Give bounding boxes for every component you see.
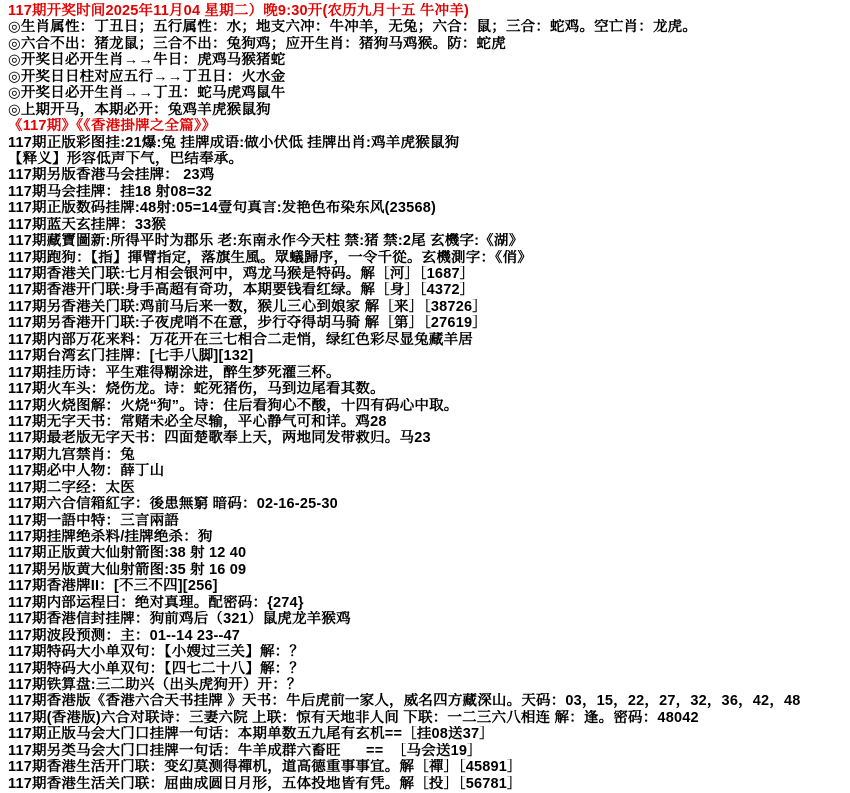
- text-line: 117期火车头：烧伤龙。诗：蛇死猪伤，马到边尾看其数。: [8, 381, 385, 398]
- text-line: 117期另版香港马会挂牌： 23鸡: [8, 167, 215, 184]
- text-line: 117期台湾玄门挂牌：[七手八脚][132]: [8, 348, 254, 365]
- text-line: 117期另香港关门联:鸡前马后来一数，猴儿三心到娘家 解［来］［38726］: [8, 298, 487, 315]
- text-line: 117期香港生活关门联：屈曲成圆日月形，五体投地皆有凭。解［投］［56781］: [8, 775, 522, 792]
- text-line: 117期内部运程曰：绝对真理。配密码：{274}: [8, 594, 304, 611]
- text-line: 117期正版马会大门口挂牌一句话：本期单数五九尾有玄机==［挂08送37］: [8, 726, 494, 743]
- text-line: 【释义】形容低声下气，巴结奉承。: [8, 150, 244, 167]
- text-line: ◎开奖日日柱对应五行→→丁丑日：火水金: [8, 68, 286, 85]
- text-line: 117期必中人物：薛丁山: [8, 463, 165, 480]
- text-line: 117期一語中特：三言兩語: [8, 512, 179, 529]
- draw-time-header: 117期开奖时间2025年11月04 星期二）晚9:30开(农历九月十五 牛冲羊): [8, 3, 470, 19]
- text-line: 117期特码大小单双句：【小嫂过三关】解：？: [8, 644, 305, 661]
- text-line: 117期跑狗：【指】揮臂指定，落旗生風。眾蟻歸序，一令千從。玄機測字：《俏》: [8, 249, 532, 266]
- text-line: 117期香港生活开门联：变幻莫测得禪机，道高德重事事宜。解［禪］［45891］: [8, 759, 522, 776]
- text-line: 117期正版数码挂牌:48射:05=14壹句真言:发艳色布染东风(23568): [8, 200, 437, 217]
- text-line: ◎开奖日必开生肖→→丁丑：蛇马虎鸡鼠牛: [8, 85, 286, 102]
- text-line: ◎上期开马，本期必开：兔鸡羊虎猴鼠狗: [8, 101, 271, 118]
- issue-title: 《117期》《《香港掛牌之全篇》》: [8, 118, 217, 135]
- text-line: 117期马会挂牌：挂18 射08=32: [8, 183, 213, 200]
- text-line: 117期挂历诗：平生难得糊涂进，醉生梦死灌三杯。: [8, 364, 341, 381]
- text-line: ◎六合不出：猪龙鼠；三合不出：兔狗鸡；应开生肖：猪狗马鸡猴。防：蛇虎: [8, 35, 506, 52]
- text-line: 117期蓝天玄挂牌：33猴: [8, 216, 167, 233]
- text-line: 117期火烧图解：火烧“狗”。诗：住后看狗心不酸，十四有码心中取。: [8, 397, 459, 414]
- text-line: 117期二字经：太医: [8, 479, 135, 496]
- text-line: 117期香港信封挂牌：狗前鸡后（321）鼠虎龙羊猴鸡: [8, 611, 351, 628]
- text-line: 117期最老版无字天书：四面楚歌奉上天，两地同发带救归。马23: [8, 430, 431, 447]
- text-line: 117期另类马会大门口挂牌一句话：牛羊成群六畜旺 == ［马会送19］: [8, 742, 482, 759]
- text-line: ◎生肖属性：丁丑日；五行属性：水；地支六冲：牛冲羊，无兔；六合：鼠；三合：蛇鸡。空亡肖：龙虎。: [8, 19, 698, 36]
- text-line: 117期内部万花来料：万花开在三七相合二走悄，绿红色彩尽显兔藏羊居: [8, 331, 473, 348]
- text-line: 117期九宫禁肖：兔: [8, 446, 135, 463]
- text-line: 117期香港关门联:七月相会银河中，鸡龙马猴是特码。解［河］［1687］: [8, 266, 475, 282]
- text-line: 117期香港牌II：[不三不四][256]: [8, 578, 218, 595]
- text-line: ◎开奖日必开生肖→→牛日：虎鸡马猴猪蛇: [8, 52, 286, 69]
- text-line: 117期香港版《香港六合天书挂牌 》天书：牛后虎前一家人，威名四方藏深山。天码：03，15，22，27，32，36，42，48: [8, 693, 801, 710]
- text-line: 117期另版黄大仙射箭图:35 射 16 09: [8, 561, 247, 578]
- text-line: 117期无字天书：常赌未必全尽输，平心静气可和详。鸡28: [8, 413, 387, 430]
- text-line: 117期正版彩图挂:21爆:兔 挂牌成语:做小伏低 挂牌出肖:鸡羊虎猴鼠狗: [8, 134, 460, 151]
- text-line: 117期正版黄大仙射箭图:38 射 12 40: [8, 545, 247, 562]
- text-line: 117期挂牌绝杀料/挂牌绝杀：狗: [8, 529, 213, 545]
- text-line: 117期特码大小单双句：【四七二十八】解：？: [8, 660, 305, 677]
- text-line: 117期波段预测：主：01--14 23--47: [8, 627, 241, 644]
- text-line: 117期藏寶圖新:所得平时为郡乐 老:东南永作今天柱 禁:猪 禁:2尾 玄機字:《湖》: [8, 233, 524, 250]
- text-line: 117期香港开门联:身手高超有奇功，本期要钱看红绿。解［身］［4372］: [8, 282, 475, 299]
- text-line: 117期另香港开门联:子夜虎哨不在意，步行夺得胡马骑 解［第］［27619］: [8, 315, 487, 332]
- text-line: 117期铁算盘:三二助兴（出头虎狗开）开：？: [8, 676, 302, 693]
- text-line: 117期(香港版)六合对联诗：三妻六院 上联：惊有天地非人间 下联：一二三六八相连 解：逢。密码：48042: [8, 709, 699, 726]
- text-line: 117期六合信箱紅字：後患無窮 暗码：02-16-25-30: [8, 496, 338, 513]
